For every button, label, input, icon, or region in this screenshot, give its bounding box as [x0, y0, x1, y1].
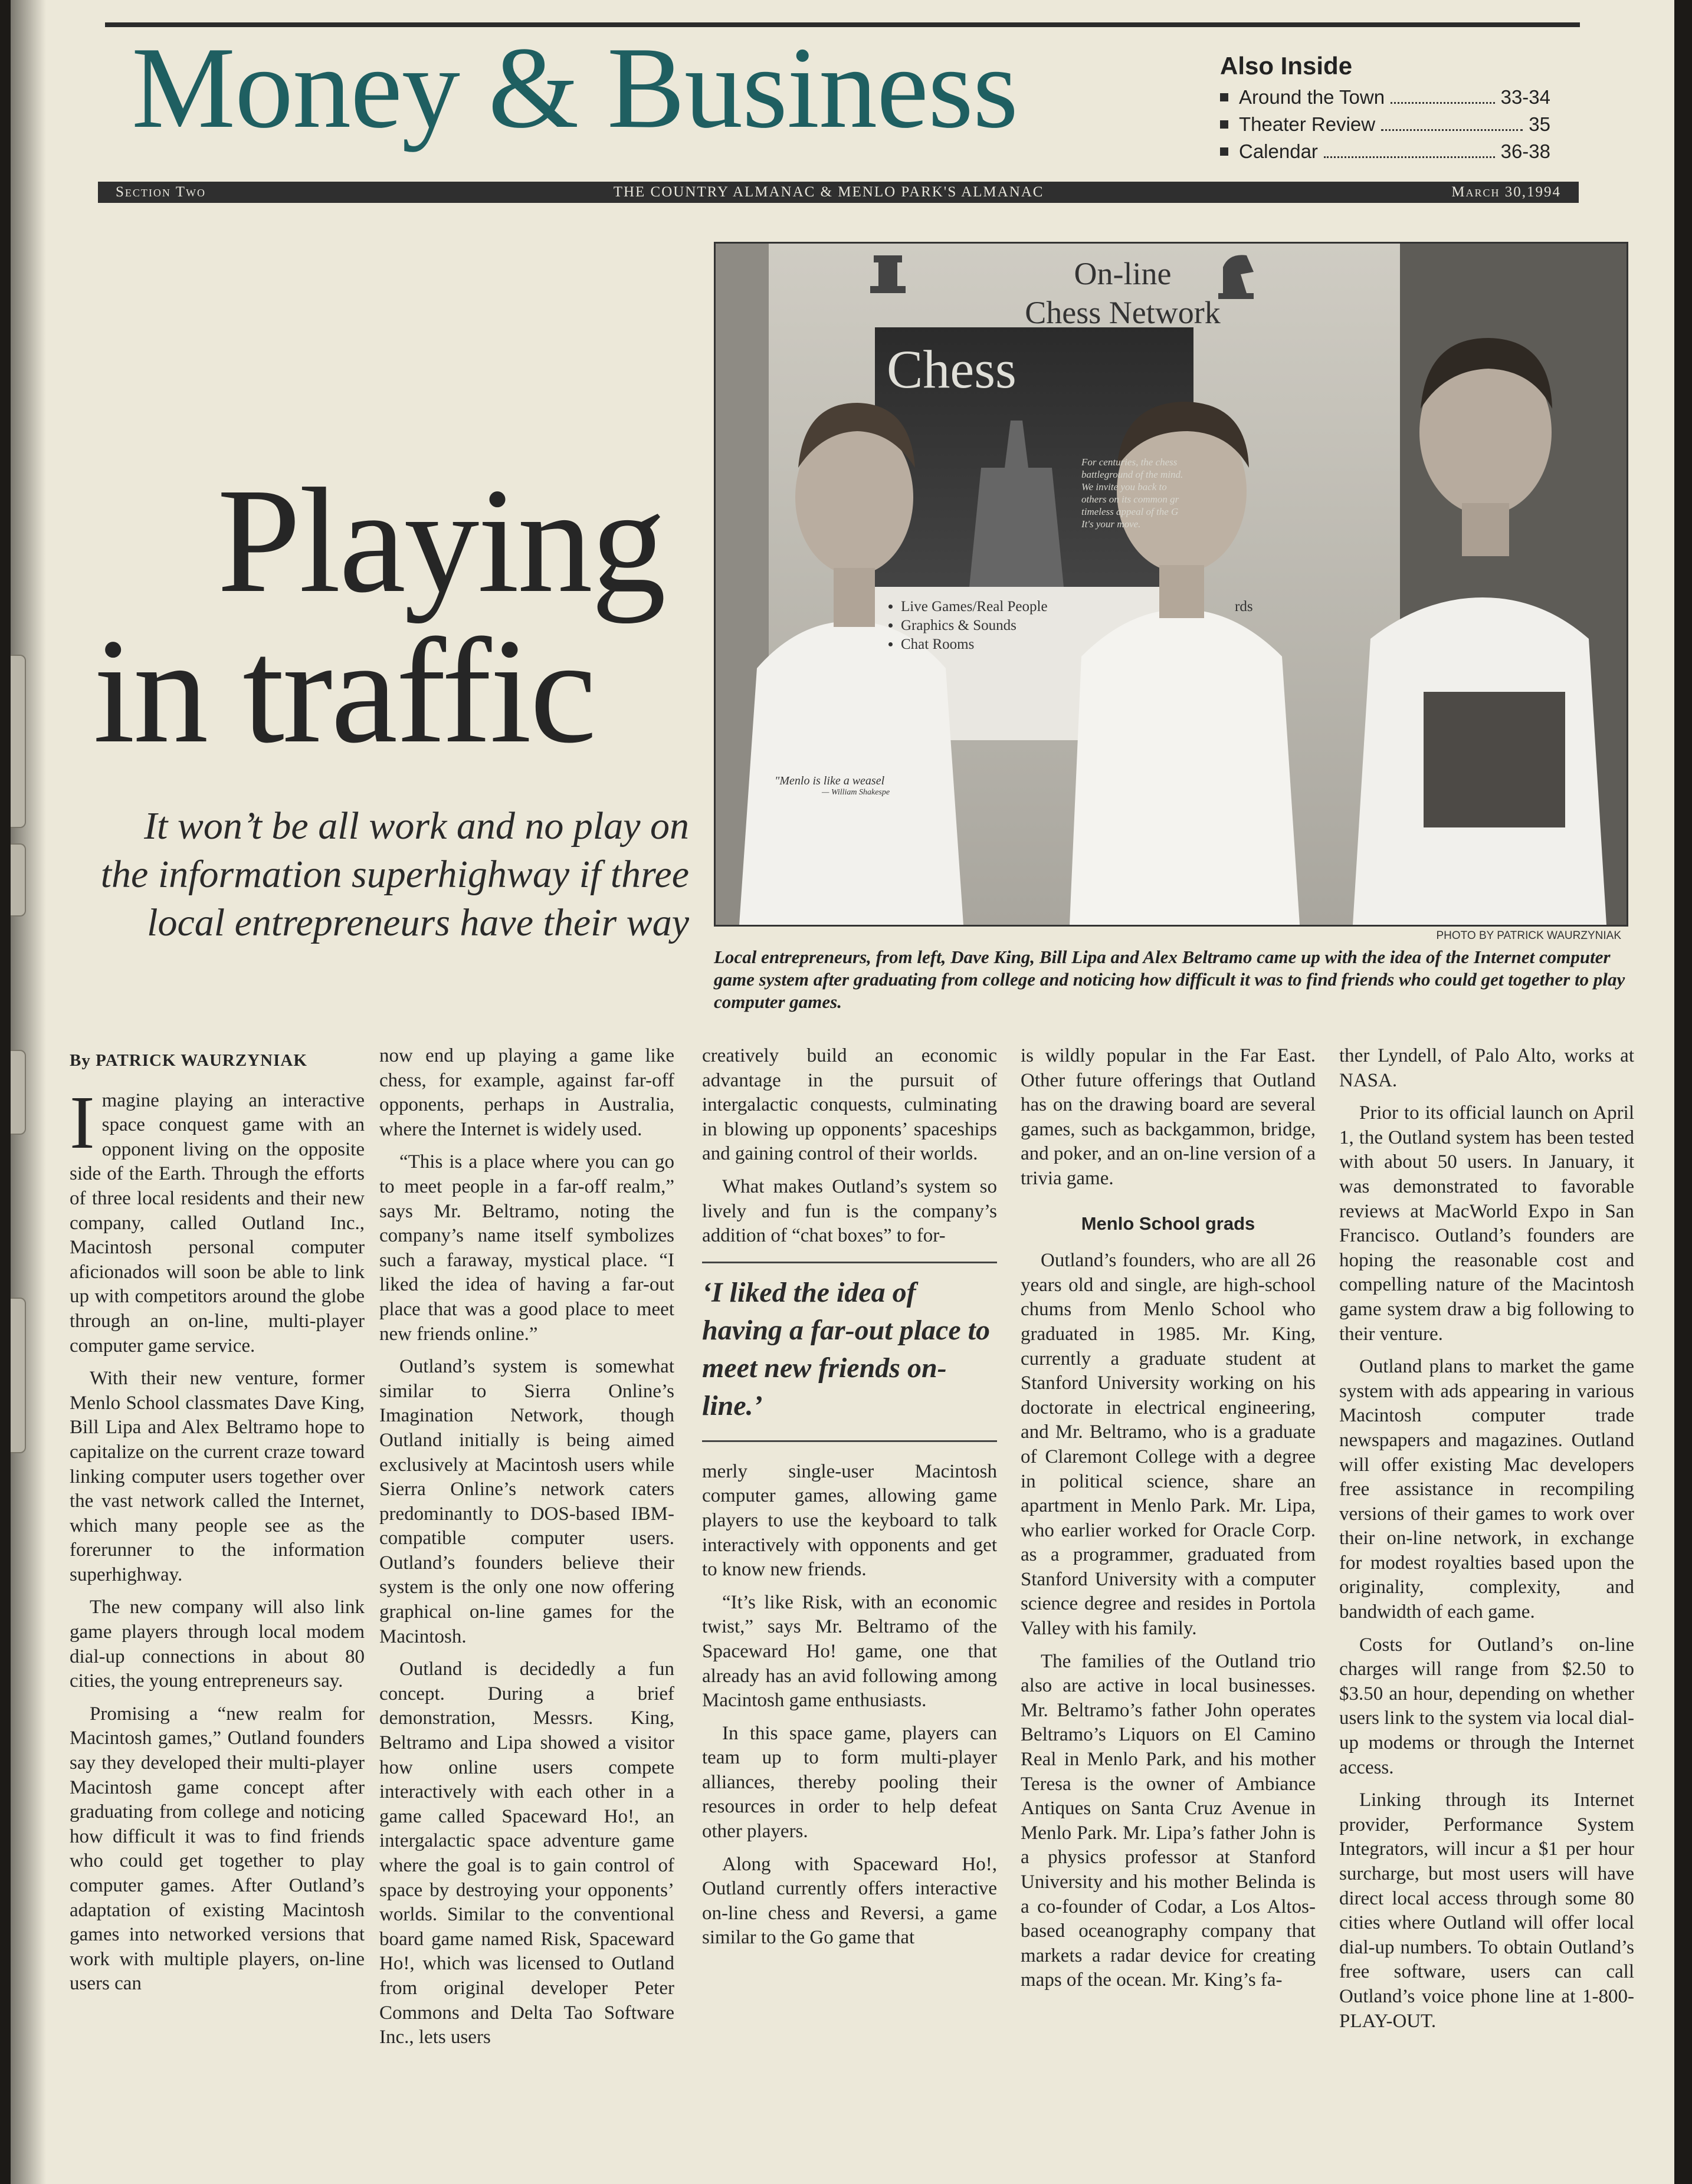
article-photo: [714, 242, 1628, 927]
bullet-square-icon: [1220, 147, 1228, 156]
article-paragraph: Prior to its official launch on April 1, the Outland system has been tested with about 50 users. In January, it was demonstrated to favorable reviews at MacWorld Expo in San Francisco. Outland’s founders are hoping the reasonable cost and compelling nature of the Macintosh game system draw a big following to their venture.: [1339, 1102, 1634, 1345]
paragraph-text: magine playing an interactive space conquest game with an opponent living on the opposite side of the Earth. Through the efforts of three local residents and their new company, called Outland Inc., Macintosh personal computer aficionados will soon be able to link up with competitors around the globe through an on-line, multi-player computer game service.: [70, 1089, 365, 1357]
also-inside-pages: 36-38: [1500, 140, 1550, 162]
shirt-line-1: "Menlo is like a weasel: [775, 774, 885, 787]
article-column-4: [1021, 1044, 1316, 2001]
also-inside-item: [1220, 111, 1550, 138]
issue-date: March 30,1994: [1451, 184, 1561, 200]
headline-line-1: Playing: [217, 458, 665, 624]
article-paragraph: “It’s like Risk, with an economic twist,” says Mr. Beltramo of the Spaceward Ho! game, one that already has an avid following among Macintosh game enthusiasts.: [702, 1591, 997, 1712]
article-paragraph: Outland’s system is somewhat similar to Sierra Online’s Imagination Network, though Outland initially is being aimed exclusively at Macintosh users while Sierra Online’s network caters predominantly to DOS-based IBM-compatible computer users. Outland’s founders believe their system is the only one now offering graphical on-line games for the Macintosh.: [379, 1356, 674, 1647]
article-paragraph: In this space game, players can team up to form multi-player alliances, thereby pooling their resources in order to help defeat other players.: [702, 1722, 997, 1843]
also-inside-list: [1220, 84, 1550, 165]
poster-right-text: rds: [1235, 599, 1253, 615]
article-paragraph: [70, 1080, 365, 1359]
newspaper-page: [11, 0, 1674, 2184]
article-column-1: [70, 1044, 365, 2005]
binder-tab: [11, 1298, 26, 1453]
article-paragraph: Outland plans to market the game system with ads appearing in various Macintosh computer trade newspapers and magazines. Outland will offer existing Mac developers free assistance in recompiling versions of their games to work over their on-line network, in exchange for modest royalties based upon the originality, complexity, and bandwidth of each game.: [1339, 1356, 1634, 1623]
article-deck: It won’t be all work and no play on the information superhighway if three local entrepreneurs have their way: [100, 804, 689, 944]
article-paragraph: “This is a place where you can go to meet people in a far-off realm,” says Mr. Beltramo, noting the company’s name itself symbolizes such a faraway, mystical place. “I liked the idea of having a far-out place that was a good place to meet new friends online.”: [379, 1151, 674, 1345]
section-bar: [98, 182, 1579, 203]
sign-text: [999, 254, 1247, 332]
bullet-square-icon: [1220, 120, 1228, 129]
article-paragraph: Promising a “new realm for Macintosh games,” Outland founders say they developed their multi-player Macintosh game concept after graduating from college and noticing how difficult it was to find friends who could get together to play computer games. After Outland’s adaptation of existing Macintosh games into networked versions that work with multiple players, on-line users can: [70, 1703, 365, 1995]
article-headline: [93, 458, 707, 774]
sign-line-1: On-line: [1074, 256, 1172, 291]
pull-quote: ‘I liked the idea of having a far-out place to meet new friends on-line.’: [702, 1262, 997, 1442]
also-inside-label: Around the Town: [1239, 86, 1385, 108]
article-paragraph: Costs for Outland’s on-line charges will range from $2.50 to $3.50 an hour, depending on whether users link to the system via local dial-up modems or through the Internet access.: [1339, 1634, 1634, 1778]
article-paragraph: What makes Outland’s system so lively and fun is the company’s addition of “chat boxes” to for-: [702, 1175, 997, 1247]
also-inside-label: Calendar: [1239, 140, 1318, 162]
poster-bullets: [887, 597, 1048, 654]
headline-line-2: in traffic: [93, 608, 595, 774]
also-inside-item: [1220, 138, 1550, 165]
section-subhead: Menlo School grads: [1081, 1213, 1255, 1234]
shirt-text: [775, 774, 890, 797]
article-paragraph: Linking through its Internet provider, Performance System Integrators, will incur a $1 per hour surcharge, but most users will have direct local access through some 80 cities where Outland will offer local dial-up numbers. To obtain Outland’s free software, users can call Outland’s voice phone line at 1-800-PLAY-OUT.: [1339, 1789, 1634, 2032]
poster-bullet: • Graphics & Sounds: [901, 616, 1048, 635]
article-paragraph: now end up playing a game like chess, for example, against far-off opponents, perhaps in Australia, where the Internet is widely used.: [379, 1045, 674, 1140]
article-paragraph: With their new venture, former Menlo School classmates Dave King, Bill Lipa and Alex Beltramo hope to capitalize on the current craze toward linking computer users together over the vast network called the Internet, which many people see as the forerunner to the information superhighway.: [70, 1368, 365, 1585]
poster-text: For centuries, the chess battleground of the mind. We invite you back to others on its common gr timeless appeal of the G It's your move.: [1081, 456, 1183, 530]
article-paragraph: Outland’s founders, who are all 26 years old and single, are high-school chums from Menlo School who graduated in 1985. Mr. King, currently a graduate student at Stanford University working on his doctorate in electrical engineering, and Mr. Beltramo, who is a graduate of Claremont College with a degree in political science, share an apartment in Menlo Park. Mr. Lipa, who earlier worked for Oracle Corp. as a programmer, graduated from Stanford University with a computer science degree and resides in Portola Valley with his family.: [1021, 1250, 1316, 1640]
article-paragraph: is wildly popular in the Far East. Other future offerings that Outland has on the drawing board are several games, such as backgammon, bridge, and poker, and an on-line version of a trivia game.: [1021, 1045, 1316, 1189]
binder-tab: [11, 1050, 26, 1135]
article-paragraph: The families of the Outland trio also are active in local businesses. Mr. Beltramo’s father John operates Beltramo’s Liquors on El Camino Real in Menlo Park, and his mother Teresa is the owner of Ambiance Antiques on Santa Cruz Avenue in Menlo Park. Mr. Lipa’s father John is a physics professor at Stanford University and his mother Belinda is a co-founder of Codar, a Los Altos-based oceanography company that markets a radar device for creating maps of the ocean. Mr. King’s fa-: [1021, 1650, 1316, 1991]
article-paragraph: Along with Spaceward Ho!, Outland currently offers interactive on-line chess and Reversi, a game similar to the Go game that: [702, 1853, 997, 1949]
photo-caption: Local entrepreneurs, from left, Dave King, Bill Lipa and Alex Beltramo came up with the idea of the Internet computer game system after graduating from college and noticing how difficult it was to find friends who could get together to play computer games.: [714, 947, 1625, 1012]
article-column-5: [1339, 1044, 1634, 2042]
article-column-2: [379, 1044, 674, 2058]
also-inside-label: Theater Review: [1239, 113, 1376, 135]
also-inside-pages: 35: [1529, 113, 1550, 135]
bullet-square-icon: [1220, 93, 1228, 101]
article-paragraph: merly single-user Macintosh computer games, allowing game players to use the keyboard to talk interactively with opponents and get to know new friends.: [702, 1460, 997, 1581]
drop-cap: I: [70, 1080, 95, 1164]
leader-dots: [1381, 119, 1523, 131]
section-label: Section Two: [116, 184, 206, 200]
binder-tab: [11, 655, 26, 828]
article-column-3: [702, 1044, 997, 1959]
article-paragraph: Outland is decidedly a fun concept. During a brief demonstration, Messrs. King, Beltramo and Lipa showed a visitor how online users compete interactively with each other in a game called Spaceward Ho!, an intergalactic space adventure game where the goal is to gain control of space by destroying your opponents’ worlds. Similar to the conventional board game named Risk, Spaceward Ho!, which was licensed to Outland from original developer Peter Commons and Delta Tao Software Inc., lets users: [379, 1658, 674, 2048]
article-paragraph: creatively build an economic advantage in the pursuit of intergalactic conquests, culminating in blowing up opponents’ spaceships and gaining control of their worlds.: [702, 1045, 997, 1165]
poster-title: Chess: [887, 339, 1016, 399]
poster-bullet: • Chat Rooms: [901, 635, 1048, 654]
also-inside-title: Also Inside: [1220, 52, 1353, 80]
article-paragraph: ther Lyndell, of Palo Alto, works at NASA.: [1339, 1045, 1634, 1091]
sign-line-2: Chess Network: [1025, 295, 1221, 330]
leader-dots: [1324, 146, 1495, 158]
publication-name: THE COUNTRY ALMANAC & MENLO PARK'S ALMANAC: [613, 184, 1044, 200]
poster-bullet: • Live Games/Real People: [901, 597, 1048, 616]
shirt-line-2: — William Shakespe: [822, 788, 890, 797]
also-inside-item: [1220, 84, 1550, 111]
also-inside-pages: 33-34: [1500, 86, 1550, 108]
byline: By PATRICK WAURZYNIAK: [70, 1051, 307, 1070]
leader-dots: [1391, 91, 1495, 104]
photo-credit: PHOTO BY PATRICK WAURZYNIAK: [1436, 930, 1621, 942]
article-paragraph: The new company will also link game players through local modem dial-up connections in about 80 cities, the young entrepreneurs say.: [70, 1597, 365, 1692]
binder-tab: [11, 843, 26, 917]
section-masthead: Money & Business: [132, 23, 1018, 152]
photo-illustration: [716, 244, 1627, 925]
